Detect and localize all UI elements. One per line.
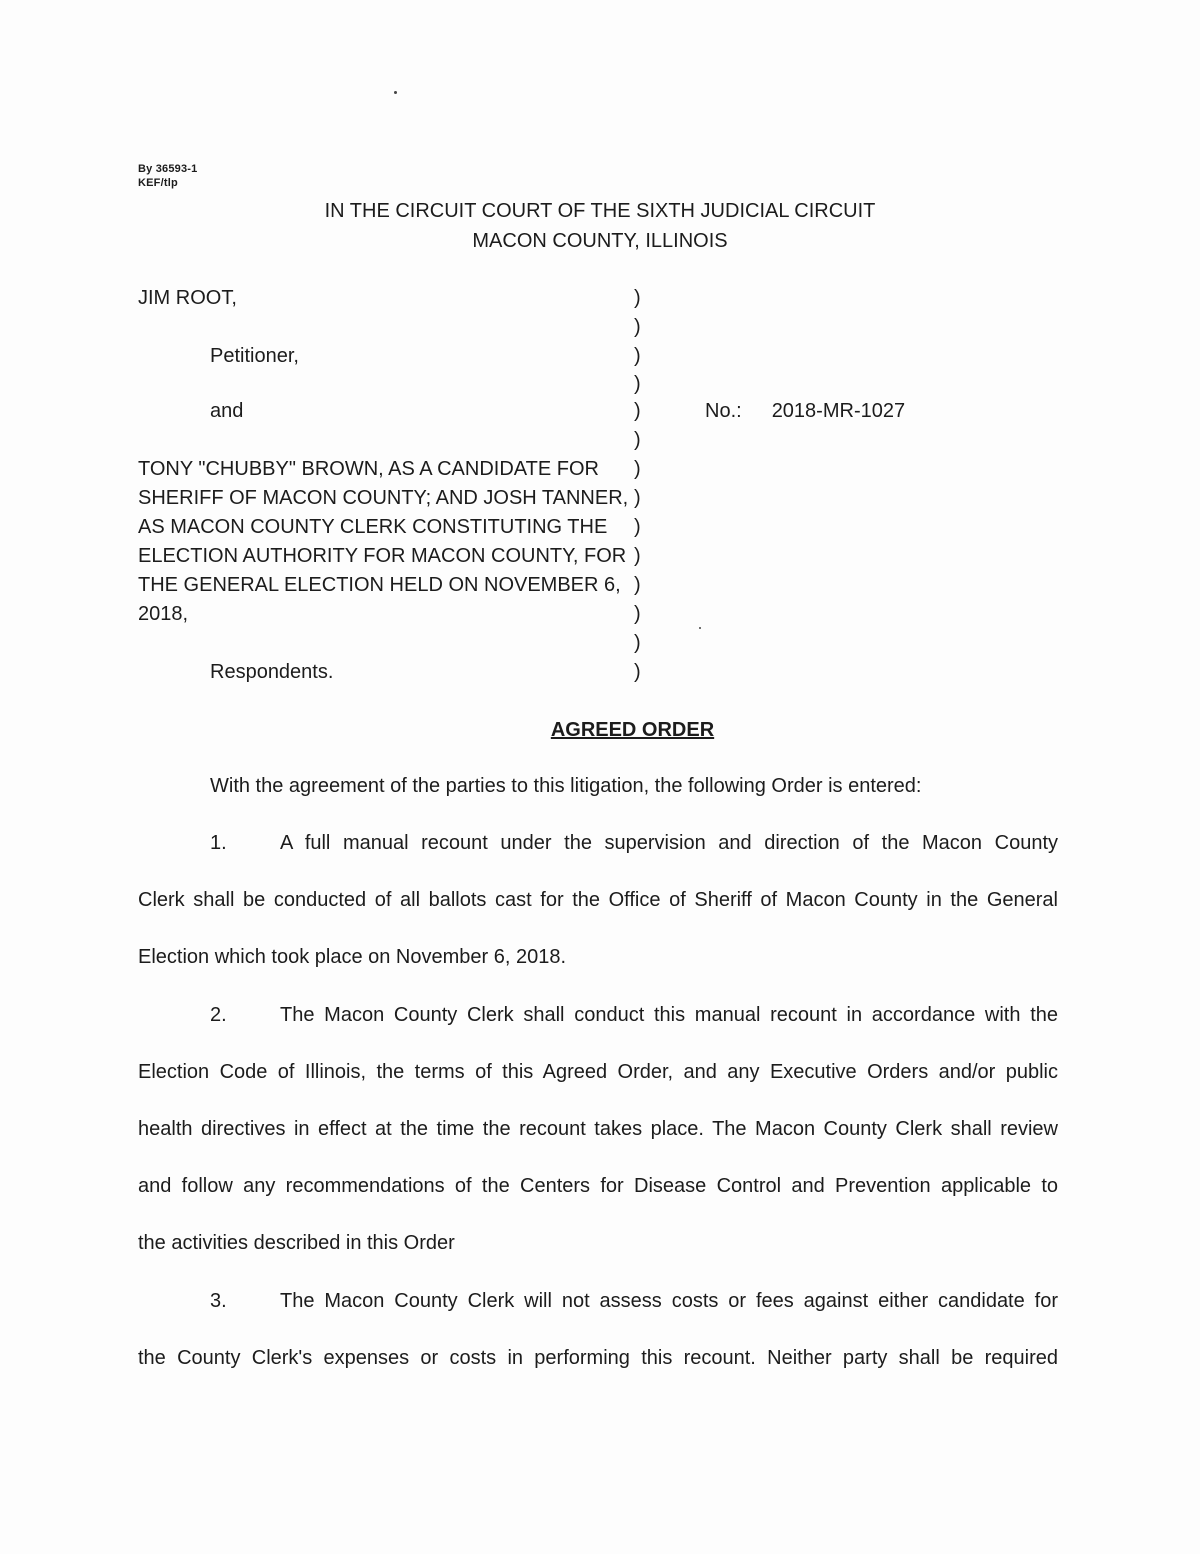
- caption-paren: ): [634, 574, 641, 596]
- case-number: [705, 397, 905, 425]
- court-county: MACON COUNTY, ILLINOIS: [472, 230, 728, 252]
- respondent-line: THE GENERAL ELECTION HELD ON NOVEMBER 6,: [138, 574, 621, 596]
- paragraph-line: A full manual recount under the supervision and direction of the Macon County: [280, 832, 1058, 854]
- paragraph-line: the County Clerk's expenses or costs in performing this recount. Neither party shall be required: [138, 1347, 1058, 1369]
- order-title: AGREED ORDER: [550, 719, 715, 741]
- caption-paren: ): [634, 487, 641, 509]
- paragraph-line: The Macon County Clerk will not assess costs or fees against either candidate for: [280, 1290, 1058, 1312]
- court-heading: [0, 196, 1200, 256]
- paragraph-line: The Macon County Clerk shall conduct this manual recount in accordance with the: [280, 1004, 1058, 1026]
- scan-speck: [699, 627, 701, 629]
- paragraph-3-first-line: [210, 1287, 1058, 1315]
- caption-paren: ): [634, 345, 641, 367]
- caption-paren: ): [634, 373, 641, 395]
- paragraph-line: health directives in effect at the time the recount takes place. The Macon County Clerk shall review: [138, 1118, 1058, 1140]
- respondent-line: AS MACON COUNTY CLERK CONSTITUTING THE: [138, 516, 608, 538]
- case-number-label: No.:: [705, 400, 742, 422]
- paragraph-number: 3.: [210, 1290, 227, 1312]
- caption-paren: ): [634, 316, 641, 338]
- scan-speck: [394, 91, 397, 94]
- respondent-line: 2018,: [138, 603, 189, 625]
- order-intro: With the agreement of the parties to this litigation, the following Order is entered:: [210, 775, 922, 797]
- paragraph-2-first-line: [210, 1001, 1058, 1029]
- caption-paren: ): [634, 516, 641, 538]
- paragraph-number: 2.: [210, 1004, 227, 1026]
- case-number-value: 2018-MR-1027: [771, 400, 906, 422]
- petitioner-name: JIM ROOT,: [138, 287, 237, 309]
- paragraph-line: Election Code of Illinois, the terms of this Agreed Order, and any Executive Orders and/or public: [138, 1061, 1058, 1083]
- file-code-line: By 36593-1: [138, 163, 198, 175]
- respondent-line: SHERIFF OF MACON COUNTY; AND JOSH TANNER,: [138, 487, 629, 509]
- caption-paren: ): [634, 458, 641, 480]
- caption-paren: ): [634, 287, 641, 309]
- file-code-line: KEF/tlp: [138, 177, 178, 189]
- caption-paren: ): [634, 632, 641, 654]
- paragraph-line: Clerk shall be conducted of all ballots cast for the Office of Sheriff of Macon County in the General: [138, 889, 1058, 911]
- caption-paren: ): [634, 603, 641, 625]
- paragraph-line: and follow any recommendations of the Centers for Disease Control and Prevention applicable to: [138, 1175, 1058, 1197]
- respondents-role: Respondents.: [210, 661, 334, 683]
- petitioner-role: Petitioner,: [210, 345, 299, 367]
- paragraph-1-first-line: [210, 829, 1058, 857]
- paragraph-line: Election which took place on November 6, 2018.: [138, 946, 567, 968]
- caption-paren: ): [634, 545, 641, 567]
- caption-paren: ): [634, 400, 641, 422]
- paragraph-number: 1.: [210, 832, 227, 854]
- caption-paren: ): [634, 661, 641, 683]
- paragraph-line: the activities described in this Order: [138, 1232, 455, 1254]
- caption-conjunction: and: [210, 400, 244, 422]
- respondent-line: TONY "CHUBBY" BROWN, AS A CANDIDATE FOR: [138, 458, 599, 480]
- court-name: IN THE CIRCUIT COURT OF THE SIXTH JUDICIAL CIRCUIT: [324, 200, 876, 222]
- file-code: [138, 162, 198, 190]
- caption-paren: ): [634, 429, 641, 451]
- respondent-line: ELECTION AUTHORITY FOR MACON COUNTY, FOR: [138, 545, 627, 567]
